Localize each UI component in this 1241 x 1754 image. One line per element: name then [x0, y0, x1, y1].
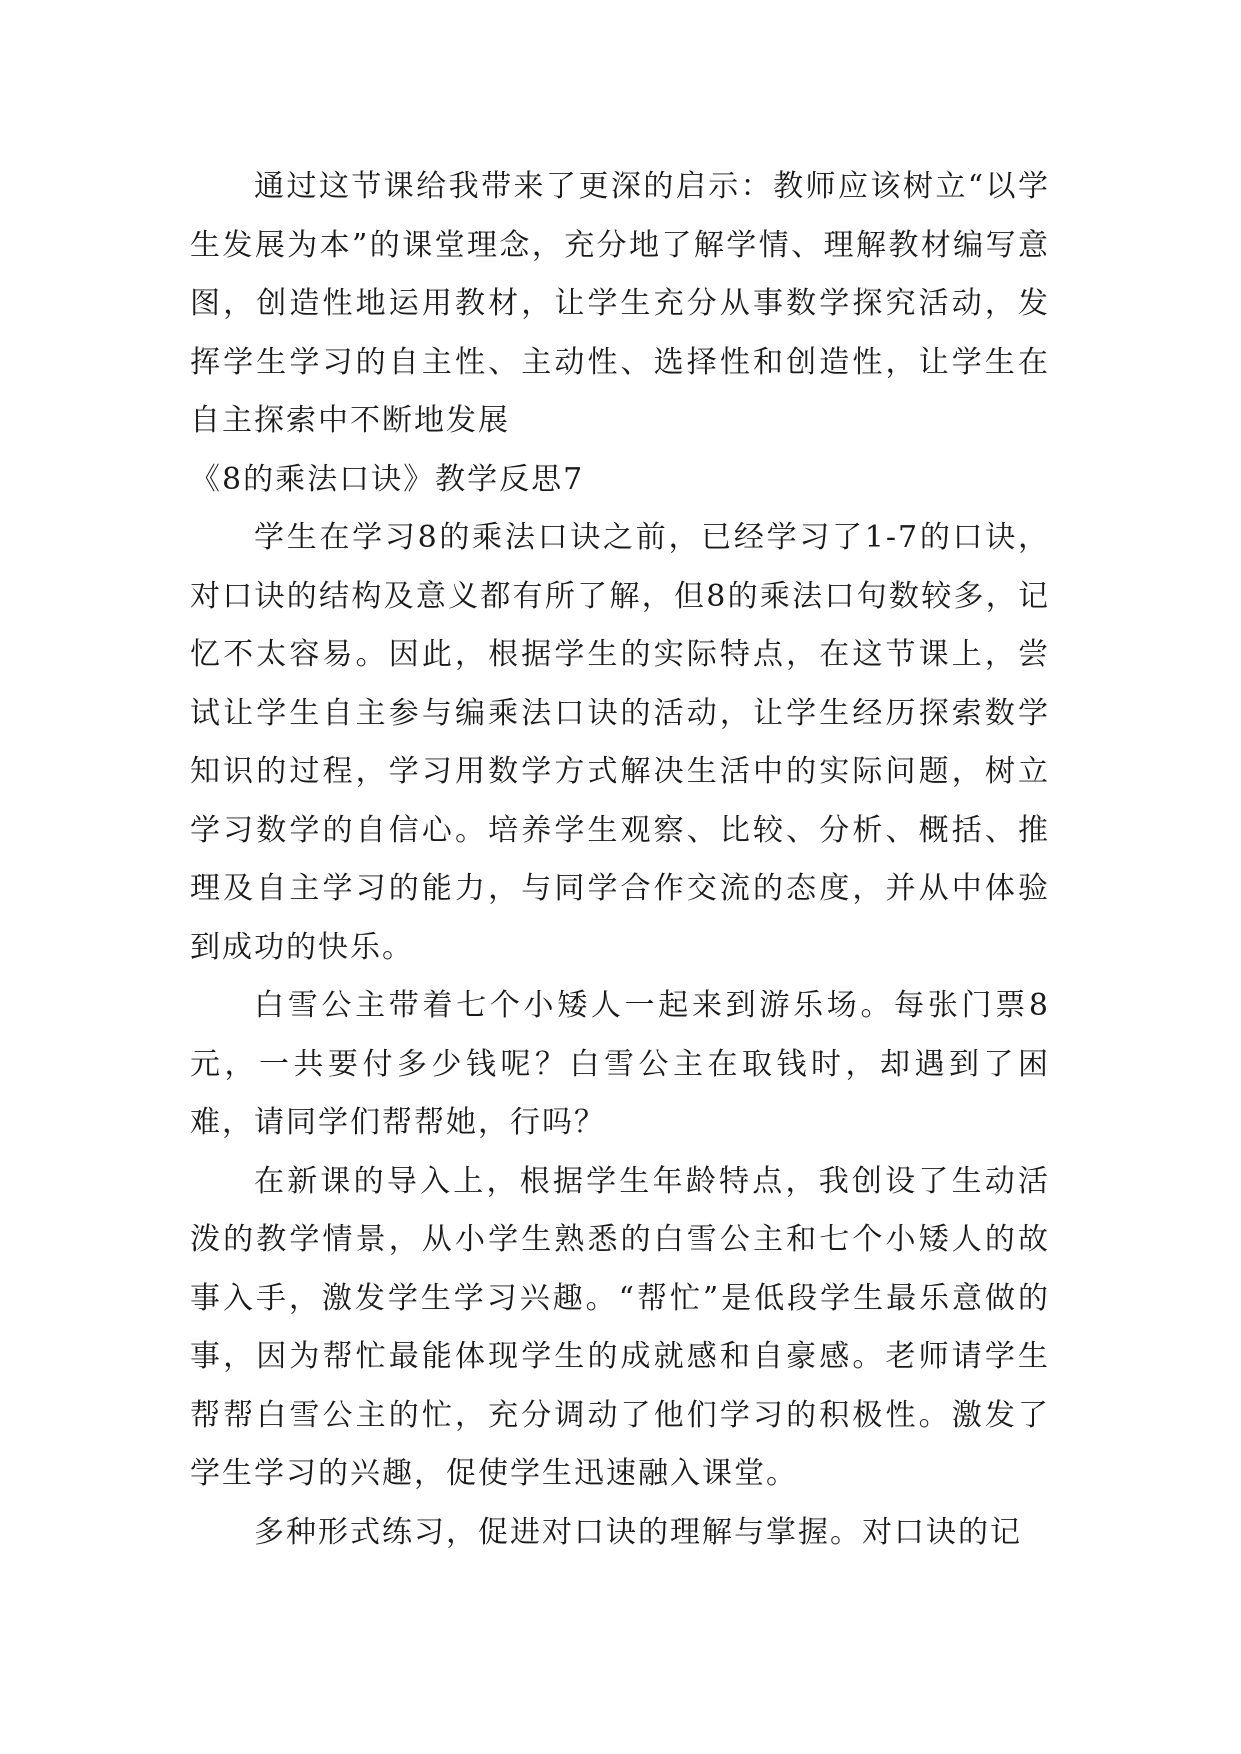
paragraph-introduction: 学生在学习8的乘法口诀之前，已经学习了1-7的口诀，对口诀的结构及意义都有所了解，但8的乘法口句数较多，记忆不太容易。因此，根据学生的实际特点，在这节课上，尝试让学生自主参与编乘法口诀的活动，让学生经历探索数学知识的过程，学习用数学方式解决生活中的实际问题，树立学习数学的自信心。培养学生观察、比较、分析、概括、推理及自主学习的能力，与同学合作交流的态度，并从中体验到成功的快乐。	[190, 520, 1050, 965]
document-page	[190, 158, 1050, 1562]
paragraph-conclusion: 通过这节课给我带来了更深的启示：教师应该树立“以学生发展为本”的课堂理念，充分地了解学情、理解教材编写意图，创造性地运用教材，让学生充分从事数学探究活动，发挥学生学习的自主性、主动性、选择性和创造性，让学生在自主探索中不断地发展	[190, 169, 1050, 438]
paragraph-lesson-import: 在新课的导入上，根据学生年龄特点，我创设了生动活泼的教学情景，从小学生熟悉的白雪公主和七个小矮人的故事入手，激发学生学习兴趣。“帮忙”是低段学生最乐意做的事，因为帮忙最能体现学生的成就感和自豪感。老师请学生帮帮白雪公主的忙，充分调动了他们学习的积极性。激发了学生学习的兴趣，促使学生迅速融入课堂。	[190, 1163, 1050, 1491]
paragraph-story: 白雪公主带着七个小矮人一起来到游乐场。每张门票8元，一共要付多少钱呢？白雪公主在取钱时，却遇到了困难，请同学们帮帮她，行吗？	[190, 988, 1050, 1140]
paragraph-practice: 多种形式练习，促进对口诀的理解与掌握。对口诀的记	[254, 1514, 1022, 1550]
section-heading: 《8的乘法口诀》教学反思7	[190, 461, 585, 497]
